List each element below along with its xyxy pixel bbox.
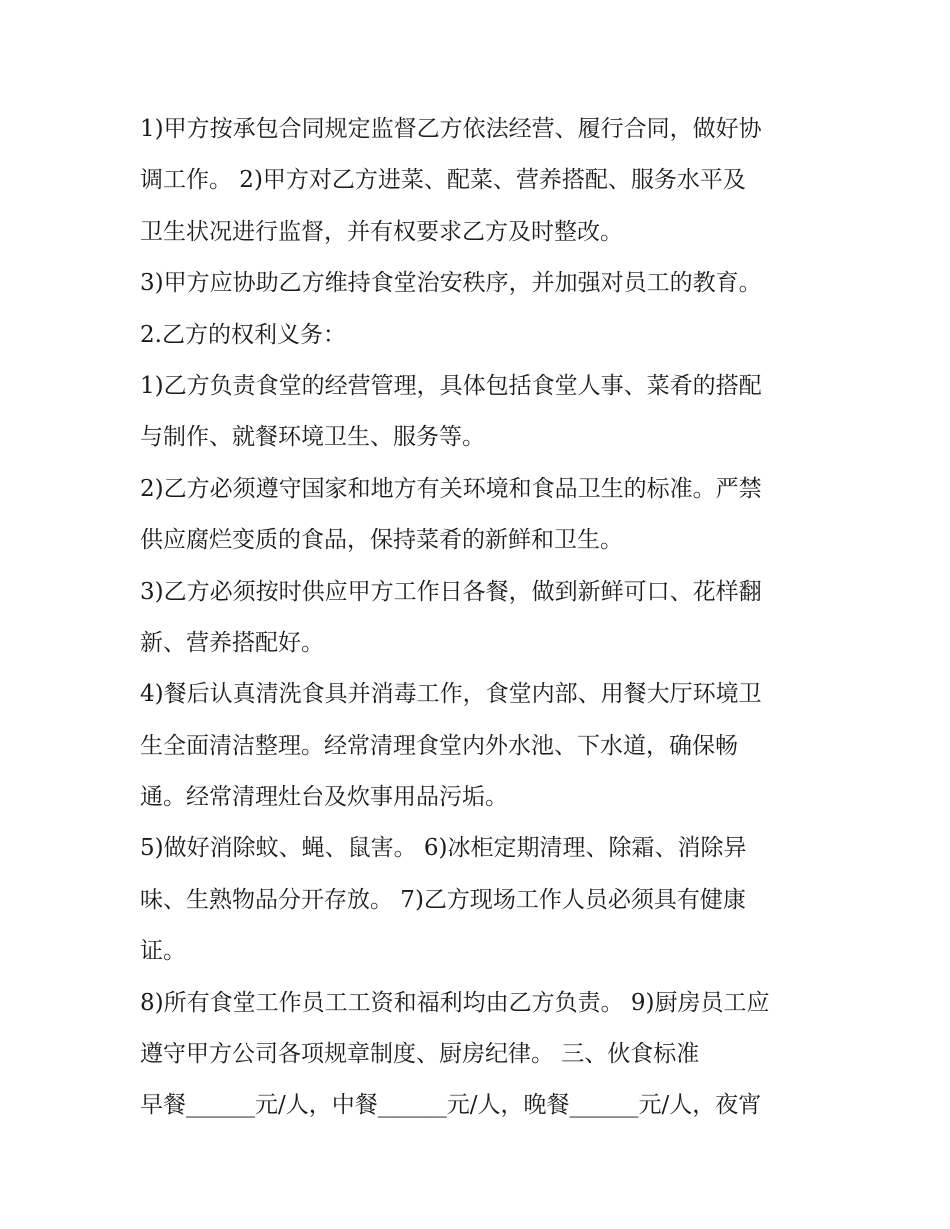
text-line-8: 2)乙方必须遵守国家和地方有关环境和食品卫生的标准。严禁 [140, 475, 762, 502]
text-line-2: 调工作。 2)甲方对乙方进菜、配菜、营养搭配、服务水平及 [140, 167, 746, 194]
contract-text-body [140, 104, 830, 1132]
text-line-1: 1)甲方按承包合同规定监督乙方依法经营、履行合同，做好协 [140, 116, 762, 142]
text-line-15: 5)做好消除蚊、蝇、鼠害。 6)冰柜定期清理、除霜、消除异 [140, 835, 747, 862]
text-line-10: 3)乙方必须按时供应甲方工作日各餐，做到新鲜可口、花样翻 [140, 578, 762, 605]
text-line-9: 供应腐烂变质的食品，保持菜肴的新鲜和卫生。 [140, 527, 623, 554]
text-line-17: 证。 [140, 938, 186, 965]
text-line-12: 4)餐后认真清洗食具并消毒工作，食堂内部、用餐大厅环境卫 [140, 681, 762, 708]
text-line-11: 新、营养搭配好。 [140, 629, 324, 656]
section-heading-party-b-rights: 2.乙方的权利义务： [140, 321, 346, 348]
text-line-18: 8)所有食堂工作员工工资和福利均由乙方负责。 9)厨房员工应 [140, 989, 770, 1016]
text-line-7: 与制作、就餐环境卫生、服务等。 [140, 424, 485, 451]
text-line-16: 味、生熟物品分开存放。 7)乙方现场工作人员必须具有健康 [140, 886, 746, 913]
text-line-14: 通。经常清理灶台及炊事用品污垢。 [140, 784, 508, 811]
text-line-4: 3)甲方应协助乙方维持食堂治安秩序，并加强对员工的教育。 [140, 270, 762, 297]
text-line-13: 生全面清洁整理。经常清理食堂内外水池、下水道，确保畅 [140, 732, 738, 759]
text-line-19: 遵守甲方公司各项规章制度、厨房纪律。 三、伙食标准 [140, 1041, 700, 1068]
text-line-20-meal-standard: 早餐______元/人，中餐______元/人，晚餐______元/人，夜宵 [140, 1092, 762, 1119]
text-line-6: 1)乙方负责食堂的经营管理，具体包括食堂人事、菜肴的搭配 [140, 372, 762, 399]
text-line-3: 卫生状况进行监督，并有权要求乙方及时整改。 [140, 218, 623, 245]
